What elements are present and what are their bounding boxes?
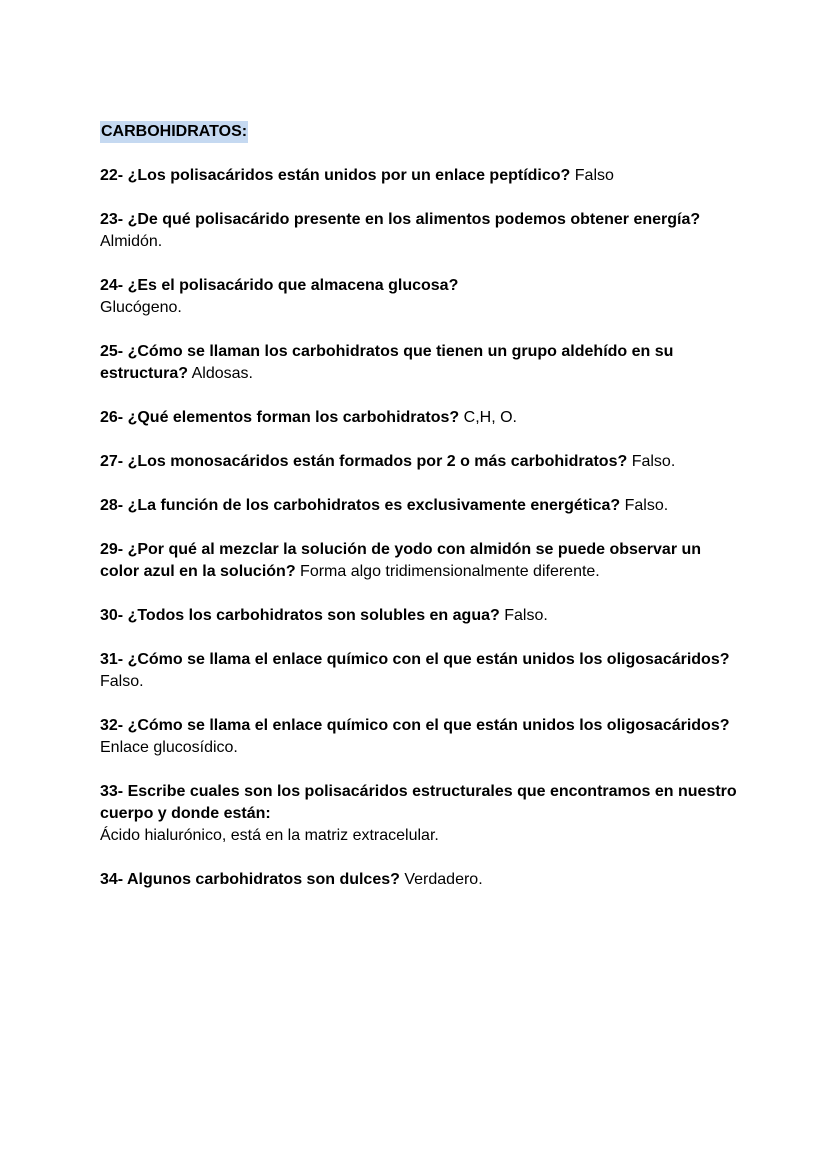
answer-text: Almidón. bbox=[100, 233, 163, 250]
answer-text: Glucógeno. bbox=[100, 299, 182, 316]
answer-text: Forma algo tridimensionalmente diferente. bbox=[300, 563, 600, 580]
question-text: 31- ¿Cómo se llama el enlace químico con el que están unidos los oligosacáridos? bbox=[100, 651, 730, 668]
qa-item-29 bbox=[100, 539, 740, 583]
answer-text: Ácido hialurónico, está en la matriz extracelular. bbox=[100, 827, 439, 844]
section-title: CARBOHIDRATOS: bbox=[100, 121, 248, 143]
question-text: 27- ¿Los monosacáridos están formados por 2 o más carbohidratos? bbox=[100, 453, 628, 470]
question-text: 25- ¿Cómo se llaman los carbohidratos que tienen un grupo aldehído en su estructura? bbox=[100, 343, 674, 382]
qa-item-31 bbox=[100, 649, 740, 693]
question-text: 28- ¿La función de los carbohidratos es exclusivamente energética? bbox=[100, 497, 621, 514]
qa-item-33 bbox=[100, 781, 740, 847]
question-text: 22- ¿Los polisacáridos están unidos por un enlace peptídico? bbox=[100, 167, 571, 184]
question-text: 34- Algunos carbohidratos son dulces? bbox=[100, 871, 400, 888]
document-page bbox=[100, 121, 740, 913]
qa-item-26 bbox=[100, 407, 740, 429]
answer-text: Falso. bbox=[100, 673, 144, 690]
qa-item-28 bbox=[100, 495, 740, 517]
answer-text: C,H, O. bbox=[463, 409, 517, 426]
question-text: 29- ¿Por qué al mezclar la solución de yodo con almidón se puede observar un color azul en la solución? bbox=[100, 541, 702, 580]
qa-item-34 bbox=[100, 869, 740, 891]
question-text: 30- ¿Todos los carbohidratos son solubles en agua? bbox=[100, 607, 500, 624]
answer-text: Falso. bbox=[504, 607, 548, 624]
answer-text: Aldosas. bbox=[191, 365, 253, 382]
qa-item-27 bbox=[100, 451, 740, 473]
answer-text: Enlace glucosídico. bbox=[100, 739, 238, 756]
question-text: 26- ¿Qué elementos forman los carbohidratos? bbox=[100, 409, 460, 426]
answer-text: Verdadero. bbox=[404, 871, 483, 888]
qa-item-23 bbox=[100, 209, 740, 253]
answer-text: Falso bbox=[574, 167, 614, 184]
qa-item-32 bbox=[100, 715, 740, 759]
answer-text: Falso. bbox=[624, 497, 669, 514]
question-text: 32- ¿Cómo se llama el enlace químico con el que están unidos los oligosacáridos? bbox=[100, 717, 730, 734]
question-text: 24- ¿Es el polisacárido que almacena glucosa? bbox=[100, 277, 459, 294]
qa-item-30 bbox=[100, 605, 740, 627]
qa-item-24 bbox=[100, 275, 740, 319]
question-text: 23- ¿De qué polisacárido presente en los alimentos podemos obtener energía? bbox=[100, 211, 701, 228]
question-text: 33- Escribe cuales son los polisacáridos estructurales que encontramos en nuestro cuerpo y donde están: bbox=[100, 783, 737, 822]
answer-text: Falso. bbox=[631, 453, 676, 470]
qa-item-22 bbox=[100, 165, 740, 187]
qa-item-25 bbox=[100, 341, 740, 385]
